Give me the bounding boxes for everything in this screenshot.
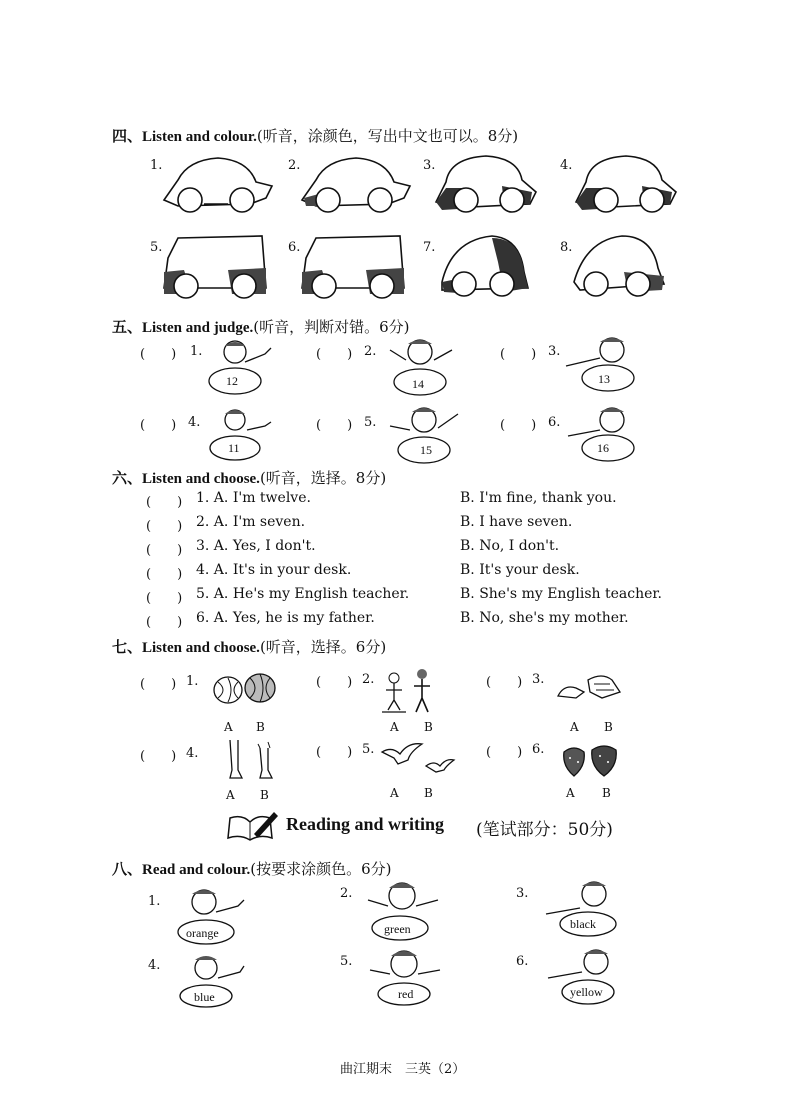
car-picture-7 — [432, 232, 542, 304]
answer-blank[interactable]: ( ) — [500, 418, 537, 433]
item-number: 2. — [364, 344, 377, 359]
answer-blank[interactable]: ( ) — [146, 615, 183, 630]
item-number: 4. — [148, 958, 161, 973]
answer-blank[interactable]: ( ) — [140, 347, 177, 362]
item-number: 1. — [186, 674, 199, 689]
oval-color-label: green — [384, 922, 411, 936]
item-number: 2. — [362, 672, 375, 687]
option-b: B. It's your desk. — [460, 562, 580, 578]
item-number: 7. — [423, 240, 436, 255]
section-4-title: 四、Listen and colour.(听音，涂颜色，写出中文也可以。8分) — [112, 127, 519, 145]
answer-blank[interactable]: ( ) — [146, 519, 183, 534]
item-number: 3. — [532, 672, 545, 687]
car-picture-4 — [572, 152, 682, 222]
item-number: 4. — [188, 415, 201, 430]
option-label-b: B — [260, 788, 269, 802]
answer-blank[interactable]: ( ) — [146, 567, 183, 582]
item-number: 2. — [288, 158, 301, 173]
kid-picture-6 — [566, 404, 646, 466]
option-a: 1. A. I'm twelve. — [196, 490, 311, 506]
option-b: B. No, she's my mother. — [460, 610, 629, 626]
item-number: 1. — [148, 894, 161, 909]
birds-picture — [378, 738, 458, 778]
item-number: 1. — [150, 158, 163, 173]
item-number: 8. — [560, 240, 573, 255]
kid-picture-black — [544, 878, 628, 942]
option-b: B. No, I don't. — [460, 538, 560, 554]
car-picture-3 — [432, 152, 542, 222]
option-label-b: B — [604, 720, 613, 734]
option-label-b: B — [602, 786, 611, 800]
car-picture-5 — [158, 232, 278, 304]
oval-number: 13 — [598, 372, 610, 386]
oval-number: 12 — [226, 374, 238, 388]
people-picture — [376, 666, 442, 716]
item-number: 5. — [340, 954, 353, 969]
answer-blank[interactable]: ( ) — [486, 675, 523, 690]
option-b: B. I'm fine, thank you. — [460, 490, 617, 506]
page-footer: 曲江期末 三英（2） — [340, 1062, 466, 1077]
kid-picture-1 — [205, 338, 281, 398]
answer-blank[interactable]: ( ) — [140, 749, 177, 764]
legs-picture — [224, 738, 284, 784]
answer-blank[interactable]: ( ) — [146, 591, 183, 606]
kid-picture-5 — [384, 404, 464, 468]
item-number: 1. — [190, 344, 203, 359]
item-number: 3. — [548, 344, 561, 359]
option-a: 4. A. It's in your desk. — [196, 562, 352, 578]
oval-number: 11 — [228, 441, 240, 455]
option-b: B. She's my English teacher. — [460, 586, 663, 602]
answer-blank[interactable]: ( ) — [140, 677, 177, 692]
section-7-title: 七、Listen and choose.(听音，选择。6分) — [112, 638, 387, 656]
item-number: 3. — [516, 886, 529, 901]
option-a: 5. A. He's my English teacher. — [196, 586, 410, 602]
item-number: 6. — [288, 240, 301, 255]
reading-writing-subtitle: (笔试部分：50分) — [476, 820, 613, 840]
option-label-b: B — [424, 720, 433, 734]
kid-picture-blue — [178, 954, 258, 1010]
oval-color-label: red — [398, 987, 414, 1001]
kid-picture-4 — [205, 408, 281, 466]
section-8-title: 八、Read and colour.(按要求涂颜色。6分) — [112, 860, 392, 878]
option-label-a: A — [570, 720, 579, 734]
option-label-a: A — [566, 786, 575, 800]
section-5-title: 五、Listen and judge.(听音，判断对错。6分) — [112, 318, 410, 336]
answer-blank[interactable]: ( ) — [146, 543, 183, 558]
kid-picture-yellow — [546, 946, 630, 1010]
reading-writing-title: Reading and writing — [286, 814, 445, 834]
option-label-b: B — [424, 786, 433, 800]
item-number: 4. — [186, 746, 199, 761]
answer-blank[interactable]: ( ) — [500, 347, 537, 362]
oval-color-label: orange — [186, 926, 219, 940]
section-6-title: 六、Listen and choose.(听音，选择。8分) — [112, 469, 387, 487]
item-number: 6. — [532, 742, 545, 757]
item-number: 4. — [560, 158, 573, 173]
item-number: 6. — [516, 954, 529, 969]
watermelon-picture — [210, 668, 280, 708]
kid-picture-3 — [566, 334, 646, 398]
item-number: 5. — [364, 415, 377, 430]
option-b: B. I have seven. — [460, 514, 573, 530]
hands-picture — [554, 670, 624, 706]
strawberry-picture — [560, 742, 620, 780]
answer-blank[interactable]: ( ) — [316, 418, 353, 433]
oval-number: 14 — [412, 377, 424, 391]
car-picture-6 — [296, 232, 416, 304]
answer-blank[interactable]: ( ) — [316, 675, 353, 690]
option-a: 6. A. Yes, he is my father. — [196, 610, 375, 626]
answer-blank[interactable]: ( ) — [316, 745, 353, 760]
oval-number: 16 — [597, 441, 609, 455]
option-label-a: A — [226, 788, 235, 802]
oval-number: 15 — [420, 443, 432, 457]
option-a: 3. A. Yes, I don't. — [196, 538, 316, 554]
item-number: 2. — [340, 886, 353, 901]
car-picture-8 — [568, 232, 678, 304]
answer-blank[interactable]: ( ) — [146, 495, 183, 510]
book-pen-icon — [224, 808, 280, 844]
answer-blank[interactable]: ( ) — [316, 347, 353, 362]
oval-color-label: black — [570, 917, 596, 931]
item-number: 5. — [150, 240, 163, 255]
car-picture-1 — [158, 152, 278, 222]
option-label-a: A — [390, 786, 399, 800]
answer-blank[interactable]: ( ) — [140, 418, 177, 433]
option-a: 2. A. I'm seven. — [196, 514, 306, 530]
car-picture-2 — [296, 152, 416, 222]
item-number: 6. — [548, 415, 561, 430]
item-number: 3. — [423, 158, 436, 173]
option-label-a: A — [224, 720, 233, 734]
option-label-b: B — [256, 720, 265, 734]
oval-color-label: blue — [194, 990, 215, 1004]
answer-blank[interactable]: ( ) — [486, 745, 523, 760]
option-label-a: A — [390, 720, 399, 734]
item-number: 5. — [362, 742, 375, 757]
oval-color-label: yellow — [570, 985, 603, 999]
